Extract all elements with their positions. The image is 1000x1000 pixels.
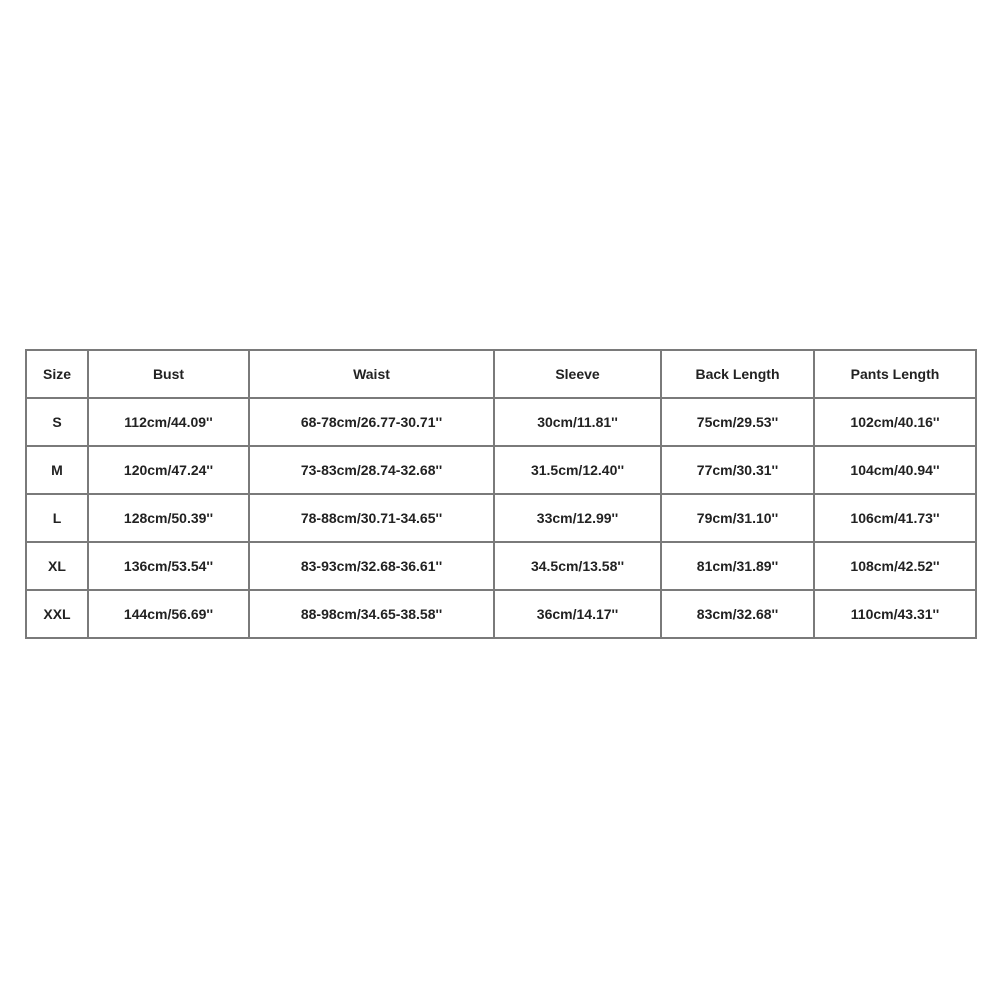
cell-waist: 68-78cm/26.77-30.71''	[249, 398, 494, 446]
cell-pants-length: 104cm/40.94''	[814, 446, 976, 494]
cell-back-length: 83cm/32.68''	[661, 590, 814, 638]
cell-back-length: 81cm/31.89''	[661, 542, 814, 590]
header-waist: Waist	[249, 350, 494, 398]
cell-pants-length: 106cm/41.73''	[814, 494, 976, 542]
cell-size: L	[26, 494, 88, 542]
cell-size: S	[26, 398, 88, 446]
cell-pants-length: 102cm/40.16''	[814, 398, 976, 446]
cell-waist: 78-88cm/30.71-34.65''	[249, 494, 494, 542]
size-chart-table	[25, 349, 977, 639]
size-chart-body	[26, 398, 976, 638]
table-row-xl	[26, 542, 976, 590]
cell-size: M	[26, 446, 88, 494]
cell-pants-length: 108cm/42.52''	[814, 542, 976, 590]
cell-sleeve: 31.5cm/12.40''	[494, 446, 661, 494]
cell-bust: 128cm/50.39''	[88, 494, 249, 542]
cell-bust: 144cm/56.69''	[88, 590, 249, 638]
cell-sleeve: 36cm/14.17''	[494, 590, 661, 638]
table-row-s	[26, 398, 976, 446]
cell-sleeve: 33cm/12.99''	[494, 494, 661, 542]
cell-pants-length: 110cm/43.31''	[814, 590, 976, 638]
header-back-length: Back Length	[661, 350, 814, 398]
table-row-m	[26, 446, 976, 494]
header-sleeve: Sleeve	[494, 350, 661, 398]
header-pants-length: Pants Length	[814, 350, 976, 398]
cell-back-length: 75cm/29.53''	[661, 398, 814, 446]
table-row-l	[26, 494, 976, 542]
cell-waist: 73-83cm/28.74-32.68''	[249, 446, 494, 494]
cell-sleeve: 30cm/11.81''	[494, 398, 661, 446]
header-bust: Bust	[88, 350, 249, 398]
cell-bust: 136cm/53.54''	[88, 542, 249, 590]
cell-back-length: 77cm/30.31''	[661, 446, 814, 494]
cell-sleeve: 34.5cm/13.58''	[494, 542, 661, 590]
cell-size: XL	[26, 542, 88, 590]
cell-bust: 120cm/47.24''	[88, 446, 249, 494]
table-row-xxl	[26, 590, 976, 638]
cell-waist: 88-98cm/34.65-38.58''	[249, 590, 494, 638]
cell-size: XXL	[26, 590, 88, 638]
cell-back-length: 79cm/31.10''	[661, 494, 814, 542]
header-size: Size	[26, 350, 88, 398]
header-row	[26, 350, 976, 398]
size-chart-header	[26, 350, 976, 398]
cell-bust: 112cm/44.09''	[88, 398, 249, 446]
cell-waist: 83-93cm/32.68-36.61''	[249, 542, 494, 590]
